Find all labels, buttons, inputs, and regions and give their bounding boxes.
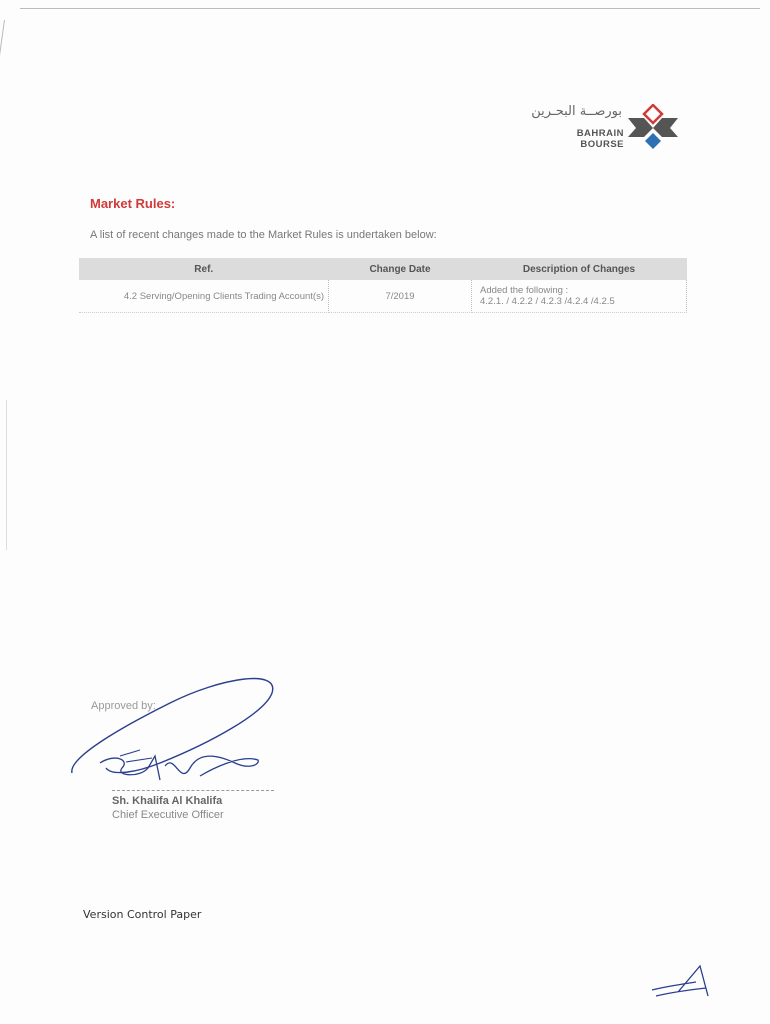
scan-edge — [20, 8, 760, 9]
signer-name: Sh. Khalifa Al Khalifa — [112, 795, 223, 807]
table-header-row — [79, 258, 687, 280]
scan-edge — [6, 400, 7, 550]
column-header-description: Description of Changes — [472, 258, 687, 280]
table-row — [79, 280, 687, 313]
footer-version-label: Version Control Paper — [83, 908, 202, 921]
description-line: Added the following : — [480, 285, 569, 296]
column-header-ref: Ref. — [79, 258, 329, 280]
handwritten-initials — [648, 962, 718, 1002]
intro-text: A list of recent changes made to the Market Rules is undertaken below: — [90, 229, 437, 241]
changes-table — [79, 258, 687, 313]
cell-change-date: 7/2019 — [329, 280, 472, 313]
section-title: Market Rules: — [90, 196, 176, 211]
cell-ref: 4.2 Serving/Opening Clients Trading Account(s) — [79, 280, 329, 313]
signature-line — [112, 790, 274, 791]
description-line: 4.2.1. / 4.2.2 / 4.2.3 /4.2.4 /4.2.5 — [480, 296, 615, 307]
logo-mark-icon — [626, 104, 680, 152]
column-header-change-date: Change Date — [329, 258, 472, 280]
bahrain-bourse-logo — [530, 104, 682, 152]
cell-description — [472, 280, 687, 313]
logo-latin-text: BAHRAIN BOURSE — [576, 128, 624, 150]
scan-edge — [0, 20, 5, 139]
logo-arabic-text: بورصــة البحـرين — [531, 104, 622, 119]
approved-by-label: Approved by: — [91, 700, 156, 712]
handwritten-signature — [60, 668, 280, 793]
signer-title: Chief Executive Officer — [112, 809, 224, 821]
